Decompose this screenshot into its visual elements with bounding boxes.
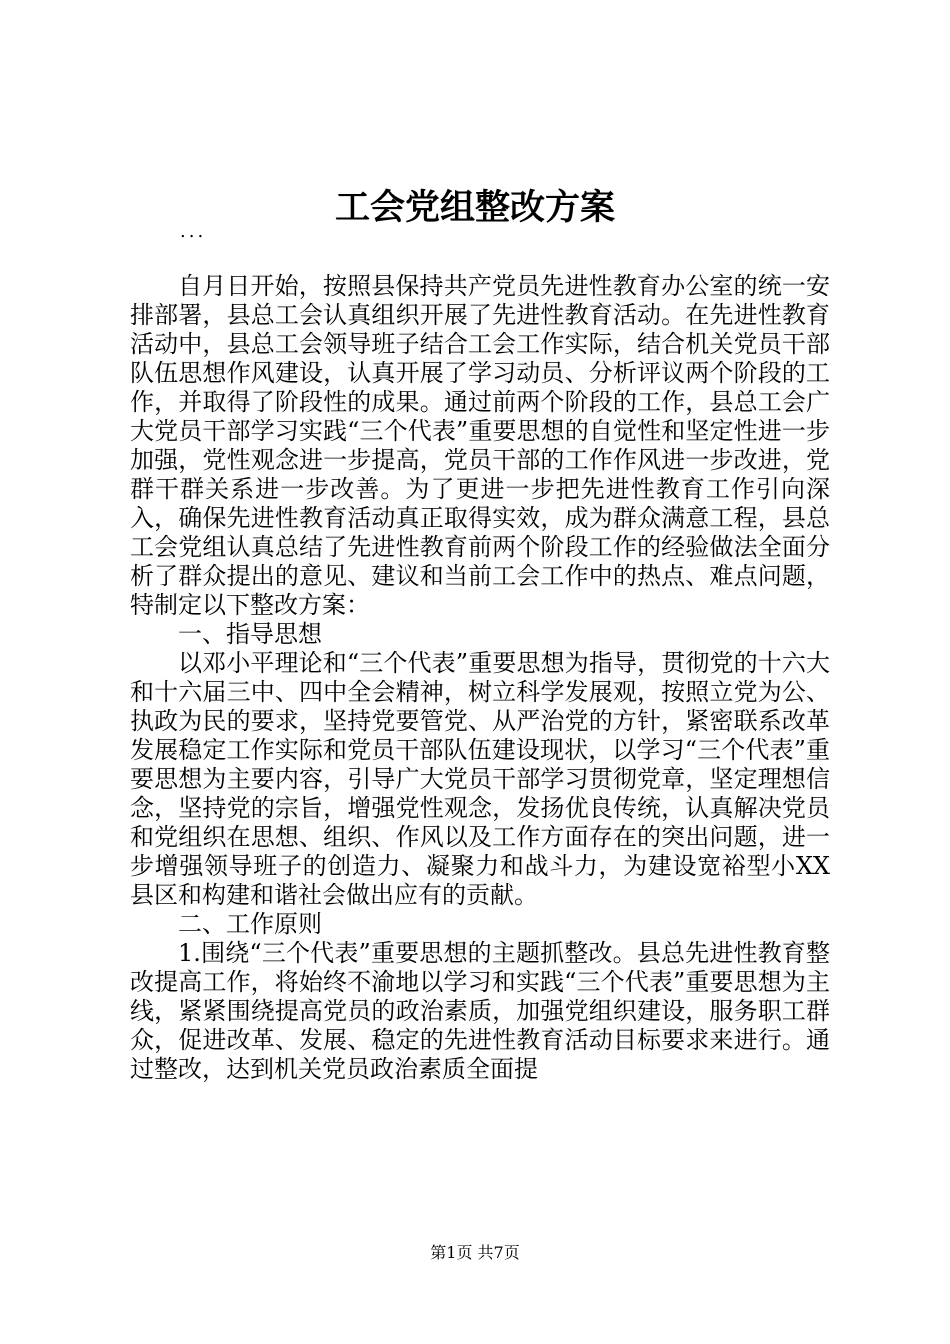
document-title: 工会党组整改方案 [334,187,615,228]
ellipsis-marker: ... [180,221,207,242]
paragraph-principle-1: 1.围绕“三个代表”重要思想的主题抓整改。县总先进性教育整改提高工作，将始终不渝地以学习和实践“三个代表”重要思想为主线，紧紧围绕提高党员的政治素质，加强党组织建设，服务职工群众，促进改革、发展、稳定的先进性教育活动目标要求来进行。通过整改，达到机关党员政治素质全面提 [130,939,830,1083]
section-heading-work-principles: 二、工作原则 [178,910,322,938]
paragraph-intro: 自月日开始，按照县保持共产党员先进性教育办公室的统一安排部署，县总工会认真组织开展了先进性教育活动。在先进性教育活动中，县总工会领导班子结合工会工作实际，结合机关党员干部队伍思想作风建设，认真开展了学习动员、分析评议两个阶段的工作，并取得了阶段性的成果。通过前两个阶段的工作，县总工会广大党员干部学习实践“三个代表”重要思想的自觉性和坚定性进一步加强，党性观念进一步提高，党员干部的工作作风进一步改进，党群干群关系进一步改善。为了更进一步把先进性教育工作引向深入，确保先进性教育活动真正取得实效，成为群众满意工程，县总工会党组认真总结了先进性教育前两个阶段工作的经验做法全面分析了群众提出的意见、建议和当前工会工作中的热点、难点问题，特制定以下整改方案： [130,272,830,619]
section-heading-guiding-thought: 一、指导思想 [178,620,322,648]
document-body [130,272,830,1084]
page-footer: 第1页 共7页 [430,1243,520,1262]
paragraph-guiding-thought: 以邓小平理论和“三个代表”重要思想为指导，贯彻党的十六大和十六届三中、四中全会精神，树立科学发展观，按照立党为公、执政为民的要求，坚持党要管党、从严治党的方针，紧密联系改革发展稳定工作实际和党员干部队伍建设现状，以学习“三个代表”重要思想为主要内容，引导广大党员干部学习贯彻党章，坚定理想信念，坚持党的宗旨，增强党性观念，发扬优良传统，认真解决党员和党组织在思想、组织、作风以及工作方面存在的突出问题，进一步增强领导班子的创造力、凝聚力和战斗力，为建设宽裕型小XX县区和构建和谐社会做出应有的贡献。 [130,649,830,909]
